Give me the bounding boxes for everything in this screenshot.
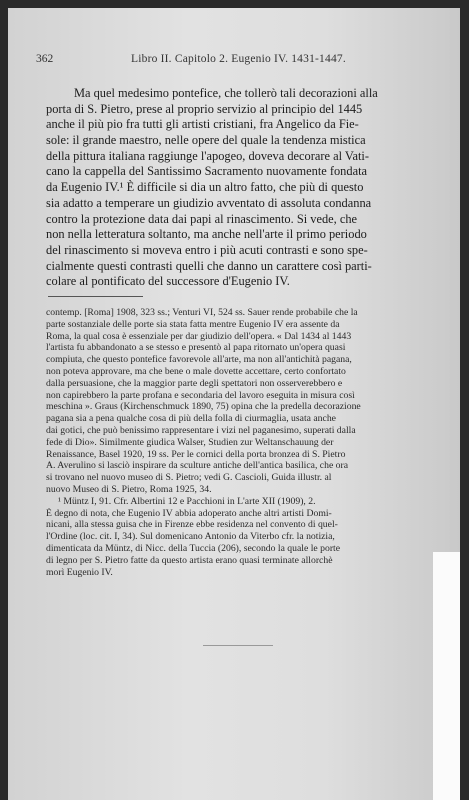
main-text [46, 86, 438, 290]
main-text-line: Ma quel medesimo pontefice, che tollerò tali decorazioni alla [74, 86, 378, 100]
footnotes [46, 307, 440, 578]
footnote-line: non poteva approvare, ma che bene o male dovette accettare, certo confortato [46, 365, 346, 377]
footnote-line: l'artista fu abbandonato a se stesso e presentò al papa ritornato un'opera quasi [46, 342, 346, 354]
footnote-line: È degno di nota, che Eugenio IV abbia adoperato anche altri artisti Domi- [46, 507, 332, 519]
footnote-line: Roma, la qual cosa è essenziale per dar giudizio dell'opera. « Dal 1434 al 1443 [46, 330, 352, 342]
page-header [36, 53, 446, 69]
footnote-line: meschina ». Graus (Kirchenschmuck 1890, 75) opina che la predella decorazione [46, 401, 361, 413]
footnote-line: ¹ Müntz I, 91. Cfr. Albertini 12 e Pacchioni in L'arte XII (1909), 2. [58, 495, 316, 507]
footnote-line: dai gotici, che può benissimo rappresentare i vizi nel paganesimo, superati dalla [46, 424, 356, 436]
running-head: Libro II. Capitolo 2. Eugenio IV. 1431-1447. [131, 53, 346, 65]
main-text-line: del rinascimento si moveva entro i più acuti contrasti e sono spe- [46, 242, 368, 257]
page-end-rule [203, 645, 273, 646]
footnote-line: nicani, alla stessa guisa che in Firenze ebbe residenza nel convento di quel- [46, 519, 338, 531]
footnote-line: fede di Dio». Similmente giudica Walser, Studien zur Weltanschauung der [46, 436, 334, 448]
main-text-line: anche il più pio fra tutti gli artisti cristiani, fra Angelico da Fie- [46, 117, 359, 132]
footnote-line: dalla persuasione, che la maggior parte degli spettatori non osserverebbero e [46, 377, 343, 389]
footnote-line: parte sostanziale delle porte sia stata fatta mentre Eugenio IV era assente da [46, 318, 340, 330]
main-text-line: cano la cappella del Santissimo Sacramento nuovamente fondata [46, 164, 368, 179]
main-text-line: contro la protezione data dai papi al rinascimento. Si vede, che [46, 211, 358, 226]
footnote-line: nuovo Museo di S. Pietro, Roma 1925, 34. [46, 483, 212, 495]
footnote-line: non capirebbero la parte profana e secondaria del lavoro eseguita in misura così [46, 389, 355, 401]
footnote-line: contemp. [Roma] 1908, 323 ss.; Venturi VI, 524 ss. Sauer rende probabile che la [46, 307, 358, 318]
main-text-line: da Eugenio IV.¹ È difficile si dia un altro fatto, che più di questo [46, 180, 364, 195]
main-text-line: porta di S. Pietro, prese al proprio servizio al principio del 1445 [46, 101, 363, 116]
footnote-separator [48, 296, 143, 297]
footnote-line: l'Ordine (loc. cit. I, 34). Sul domenicano Antonio da Viterbo cfr. la notizia, [46, 531, 335, 543]
main-text-line: cialmente questi contrasti quelli che danno un carattere così parti- [46, 258, 372, 273]
book-page [8, 8, 460, 800]
footnote-line: A. Averulino si lasciò inspirare da sculture antiche dell'antica basilica, che ora [46, 460, 349, 472]
page-number: 362 [36, 53, 54, 65]
main-text-line: non nella letteratura soltanto, ma anche nell'arte il primo periodo [46, 227, 367, 242]
main-text-line: colare al pontificato del successore d'Eugenio IV. [46, 274, 290, 289]
main-text-line: della pittura italiana raggiunge l'apogeo, doveva decorare al Vati- [46, 148, 369, 163]
footnote-line: dimenticata da Müntz, di Nicc. della Tuccia (206), secondo la quale le porte [46, 542, 341, 554]
footnote-line: si trovano nel nuovo museo di S. Pietro; vedi G. Cascioli, Guida illustr. al [46, 472, 332, 484]
footnote-line: morì Eugenio IV. [46, 566, 113, 578]
main-text-line: sole: il grande maestro, nelle opere del quale la tendenza mistica [46, 133, 366, 148]
footnote-line: compiuta, che questo pontefice favorevole all'arte, ma non all'antichità pagana, [46, 354, 352, 366]
scan-edge-strip [433, 552, 460, 800]
main-text-line: sia adatto a temperare un giudizio avventato di assoluta condanna [46, 195, 372, 210]
footnote-line: di legno per S. Pietro fatte da questo artista erano quasi terminate allorchè [46, 554, 333, 566]
footnote-line: Renaissance, Basel 1920, 19 ss. Per le cornici della porta bronzea di S. Pietro [46, 448, 346, 460]
footnote-line: pagana sia a pena qualche cosa di più della folla di ciurmaglia, usata anche [46, 413, 336, 425]
